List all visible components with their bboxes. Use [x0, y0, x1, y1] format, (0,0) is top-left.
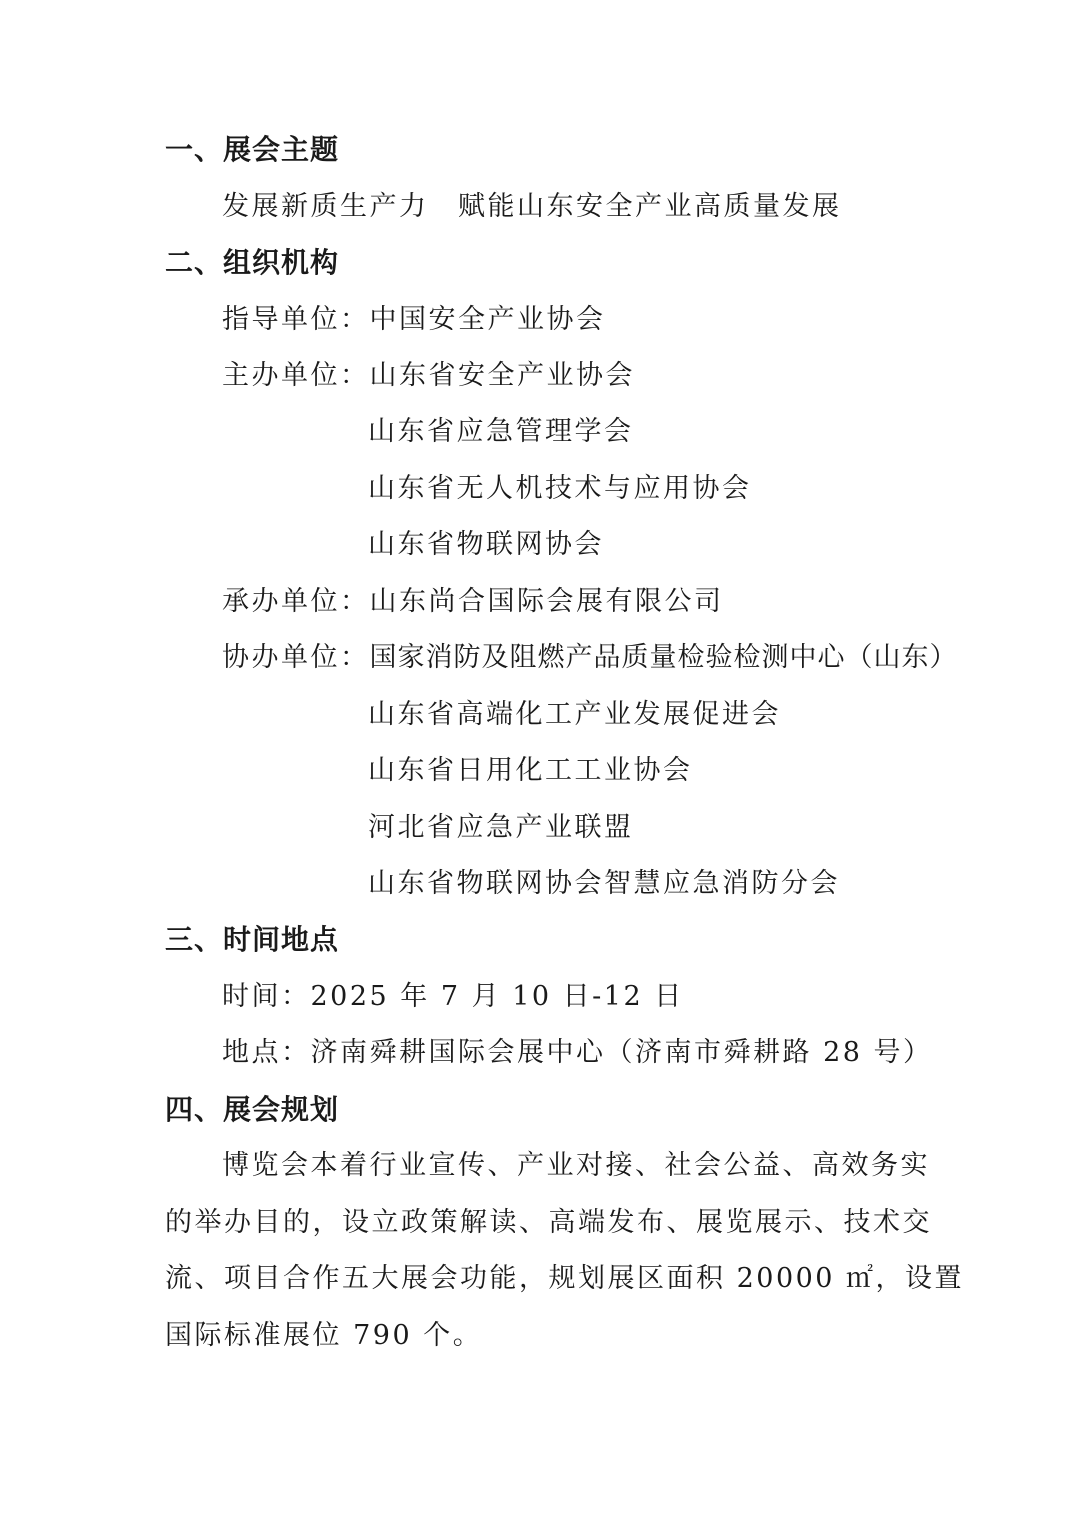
co-organizer-unit-name: 山东省高端化工产业发展促进会: [368, 699, 781, 730]
guide-unit-row: [222, 302, 606, 338]
host-unit-name: 山东省安全产业协会: [369, 360, 635, 391]
organizer-unit-label: 承办单位：: [222, 586, 370, 617]
organizer-unit-row: [222, 584, 724, 620]
planning-paragraph-line: 国际标准展位 790 个。: [165, 1320, 483, 1351]
co-organizer-unit-label: 协办单位：: [222, 642, 370, 673]
co-organizer-unit-name: 山东省物联网协会智慧应急消防分会: [368, 868, 840, 899]
guide-unit-name: 中国安全产业协会: [369, 304, 606, 335]
co-organizer-unit-name: 山东省日用化工工业协会: [368, 755, 693, 786]
host-unit-name: 山东省应急管理学会: [368, 416, 634, 447]
planning-paragraph-line: 的举办目的，设立政策解读、高端发布、展览展示、技术交: [165, 1207, 932, 1238]
host-unit-label: 主办单位：: [222, 360, 370, 391]
event-place: 地点：济南舜耕国际会展中心（济南市舜耕路 28 号）: [222, 1037, 933, 1068]
co-organizer-unit-name: 国家消防及阻燃产品质量检验检测中心（山东）: [369, 642, 958, 673]
section-heading-time-place: 三、时间地点: [165, 923, 340, 956]
theme-text: 发展新质生产力 赋能山东安全产业高质量发展: [222, 191, 842, 222]
host-unit-row: [222, 358, 635, 394]
host-unit-name: 山东省物联网协会: [368, 529, 604, 560]
event-time: 时间：2025 年 7 月 10 日-12 日: [222, 981, 684, 1012]
organizer-unit-name: 山东尚合国际会展有限公司: [369, 586, 724, 617]
section-heading-theme: 一、展会主题: [165, 133, 340, 166]
guide-unit-label: 指导单位：: [222, 304, 370, 335]
host-unit-name: 山东省无人机技术与应用协会: [368, 473, 752, 504]
planning-paragraph-line: 流、项目合作五大展会功能，规划展区面积 20000 ㎡，设置: [165, 1263, 965, 1294]
section-heading-organization: 二、组织机构: [165, 246, 340, 279]
co-organizer-unit-name: 河北省应急产业联盟: [368, 812, 634, 843]
planning-paragraph-line: 博览会本着行业宣传、产业对接、社会公益、高效务实: [222, 1150, 930, 1181]
section-heading-planning: 四、展会规划: [165, 1093, 340, 1126]
co-organizer-unit-row: [222, 640, 958, 676]
